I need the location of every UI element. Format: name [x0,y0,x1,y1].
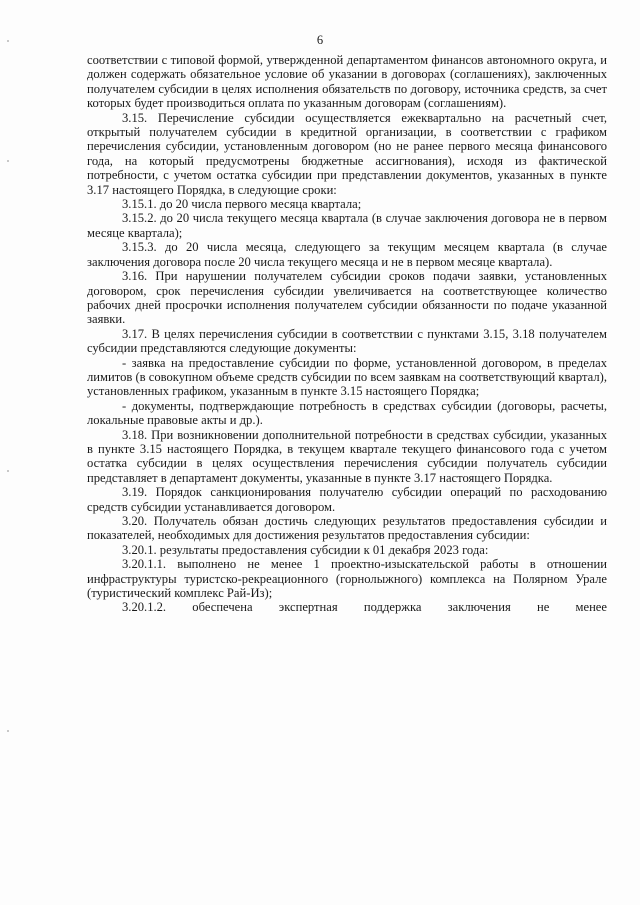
paragraph-3-15-1: 3.15.1. до 20 числа первого месяца квартала; [122,197,362,212]
paragraph-3-20-1-2: 3.20.1.2. обеспечена экспертная поддержка заключения не менее [122,600,607,615]
paragraph-continuation: соответствии с типовой формой, утвержденной департаментом финансов автономного округа, и должен содержать обязательное условие об указании в договорах (соглашениях), заключенных получателем субсидии в целях исполнения обязательств по договору, источника средств, за счет которых будет производиться оплата по указанным договорам (соглашениям). [87,53,607,111]
paragraph-3-17-item-1: - заявка на предоставление субсидии по форме, установленной договором, в пределах лимитов (в совокупном объеме средств субсидии по всем заявкам на соответствующий квартал), установленных графиком, указанным в пункте 3.15 настоящего Порядка; [87,355,607,399]
paragraph-3-16: 3.16. При нарушении получателем субсидии сроков подачи заявки, установленных договором, срок перечисления субсидии увеличивается на соответствующее количество рабочих дней просрочки исполнения получателем субсидии обязанности по подаче указанной заявки. [87,269,607,327]
page-number: 6 [316,33,324,47]
paragraph-3-20-1: 3.20.1. результаты предоставления субсидии к 01 декабря 2023 года: [122,542,489,557]
paragraph-3-17: 3.17. В целях перечисления субсидии в соответствии с пунктами 3.15, 3.18 получателем субсидии представляются следующие документы: [87,326,607,356]
paragraph-3-15: 3.15. Перечисление субсидии осуществляется ежеквартально на расчетный счет, открытый получателем субсидии в кредитной организации, в соответствии с графиком перечисления субсидии, установленным договором (но не ранее первого месяца финансового года, на который предусмотрены бюджетные ассигнования), исходя из фактической потребности, с учетом остатка субсидии при представлении документов, указанных в пункте 3.17 настоящего Порядка, в следующие сроки: [87,110,607,197]
scan-edge-mark [7,160,9,162]
paragraph-3-15-2: 3.15.2. до 20 числа текущего месяца квартала (в случае заключения договора не в первом месяце квартала); [87,211,607,240]
paragraph-3-20-1-1: 3.20.1.1. выполнено не менее 1 проектно-изыскательской работы в отношении инфраструктуры туристско-рекреационного (горнолыжного) комплекса на Полярном Урале (туристический комплекс Рай-Из); [87,557,607,601]
paragraph-3-20: 3.20. Получатель обязан достичь следующих результатов предоставления субсидии и показателей, необходимых для достижения результатов предоставления субсидии: [87,514,607,543]
document-body [87,53,607,615]
paragraph-3-19: 3.19. Порядок санкционирования получателю субсидии операций по расходованию средств субсидии устанавливается договором. [87,485,607,514]
scan-edge-mark [7,470,9,472]
scan-edge-mark [7,730,9,732]
paragraph-3-18: 3.18. При возникновении дополнительной потребности в средствах субсидии, указанных в пункте 3.15 настоящего Порядка, в текущем квартале текущего финансового года с учетом остатка субсидии в целях осуществления перечисления субсидии получатель субсидии представляет в департамент документы, указанные в пункте 3.17 настоящего Порядка. [87,427,607,485]
paragraph-3-15-3: 3.15.3. до 20 числа месяца, следующего за текущим месяцем квартала (в случае заключения договора после 20 числа текущего месяца и не в первом месяце квартала). [87,240,607,269]
paragraph-3-17-item-2: - документы, подтверждающие потребность в средствах субсидии (договоры, расчеты, локальные правовые акты и др.). [87,398,607,428]
